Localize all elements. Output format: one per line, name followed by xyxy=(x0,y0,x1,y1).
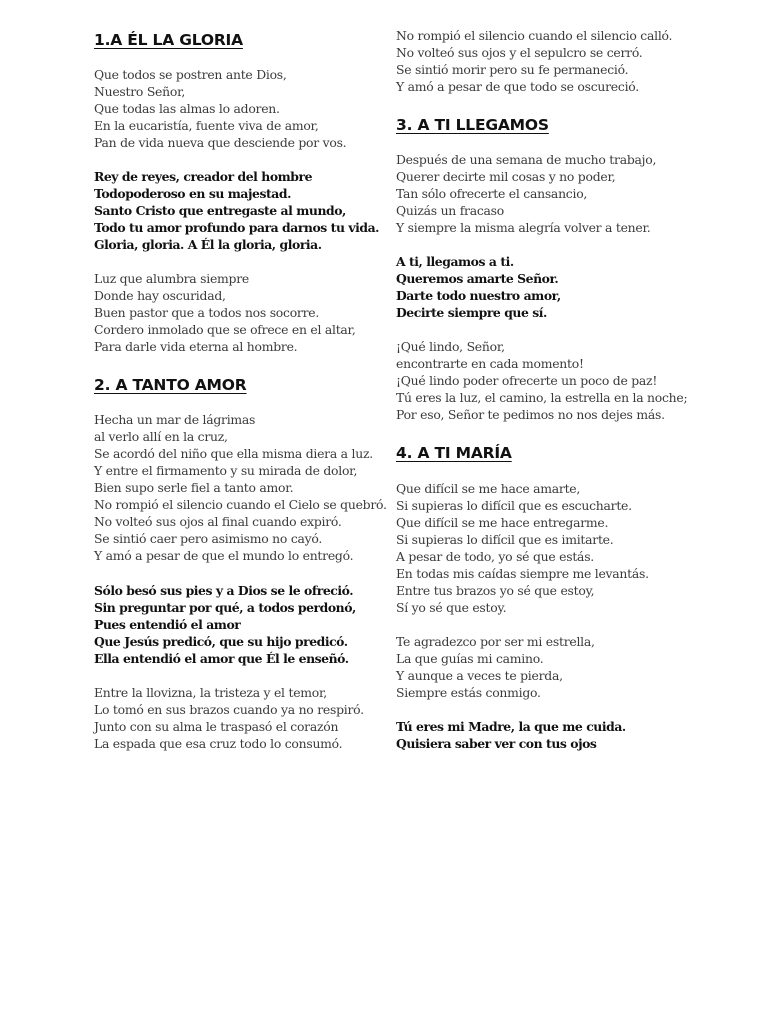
lyric-line: Que todos se postren ante Dios, xyxy=(94,67,287,82)
lyric-line: Nuestro Señor, xyxy=(94,84,186,99)
lyric-line: Gloria, gloria. A Él la gloria, gloria. xyxy=(94,237,322,252)
lyric-line: Y entre el firmamento y su mirada de dolor, xyxy=(94,463,358,478)
chorus-stanza xyxy=(396,718,696,752)
chorus-stanza xyxy=(94,168,390,253)
lyric-line: Tan sólo ofrecerte el cansancio, xyxy=(396,186,588,201)
lyric-line: Tú eres la luz, el camino, la estrella en la noche; xyxy=(396,390,688,405)
lyric-line: En todas mis caídas siempre me levantás. xyxy=(396,566,649,581)
lyric-line: Pues entendió el amor xyxy=(94,617,241,632)
lyric-line: Rey de reyes, creador del hombre xyxy=(94,169,313,184)
lyric-line: ¡Qué lindo, Señor, xyxy=(396,339,505,354)
lyric-line: Buen pastor que a todos nos socorre. xyxy=(94,305,320,320)
lyric-line: Junto con su alma le traspasó el corazón xyxy=(94,719,339,734)
lyric-line: Se sintió caer pero asimismo no cayó. xyxy=(94,531,323,546)
lyric-line: No rompió el silencio cuando el Cielo se quebró. xyxy=(94,497,387,512)
lyric-line: No volteó sus ojos y el sepulcro se cerró. xyxy=(396,45,643,60)
lyric-line: Después de una semana de mucho trabajo, xyxy=(396,152,657,167)
lyric-line: ¡Qué lindo poder ofrecerte un poco de paz! xyxy=(396,373,658,388)
lyric-line: Entre tus brazos yo sé que estoy, xyxy=(396,583,595,598)
lyric-line: Para darle vida eterna al hombre. xyxy=(94,339,298,354)
lyric-line: Y aunque a veces te pierda, xyxy=(396,668,563,683)
verse-stanza xyxy=(94,411,390,564)
lyric-line: Ella entendió el amor que Él le enseñó. xyxy=(94,651,349,666)
lyric-line: Hecha un mar de lágrimas xyxy=(94,412,256,427)
song-title-1-a-el-la-gloria: 1.A ÉL LA GLORIA xyxy=(94,31,243,49)
chorus-stanza xyxy=(396,253,696,321)
lyric-line: A pesar de todo, yo sé que estás. xyxy=(396,549,594,564)
lyric-line: Si supieras lo difícil que es escucharte. xyxy=(396,498,632,513)
lyric-line: Pan de vida nueva que desciende por vos. xyxy=(94,135,347,150)
chorus-stanza xyxy=(94,582,390,667)
lyric-line: Cordero inmolado que se ofrece en el altar, xyxy=(94,322,356,337)
song-title-2-a-tanto-amor: 2. A TANTO AMOR xyxy=(94,376,247,394)
lyric-line: Que difícil se me hace entregarme. xyxy=(396,515,609,530)
lyric-line: No volteó sus ojos al final cuando expiró. xyxy=(94,514,342,529)
verse-stanza xyxy=(396,480,696,616)
lyric-line: Sí yo sé que estoy. xyxy=(396,600,507,615)
lyric-line: Que difícil se me hace amarte, xyxy=(396,481,581,496)
lyric-line: al verlo allí en la cruz, xyxy=(94,429,228,444)
lyric-line: Santo Cristo que entregaste al mundo, xyxy=(94,203,346,218)
lyric-line: A ti, llegamos a ti. xyxy=(396,254,514,269)
lyric-line: Que Jesús predicó, que su hijo predicó. xyxy=(94,634,348,649)
verse-stanza xyxy=(396,27,696,95)
lyric-line: Se acordó del niño que ella misma diera a luz. xyxy=(94,446,373,461)
lyric-line: Queremos amarte Señor. xyxy=(396,271,559,286)
lyric-line: Luz que alumbra siempre xyxy=(94,271,249,286)
song-title-3-a-ti-llegamos: 3. A TI LLEGAMOS xyxy=(396,116,549,134)
lyric-line: La que guías mi camino. xyxy=(396,651,544,666)
lyric-line: Y amó a pesar de que el mundo lo entregó. xyxy=(94,548,354,563)
lyric-line: Tú eres mi Madre, la que me cuida. xyxy=(396,719,626,734)
lyric-line: Se sintió morir pero su fe permaneció. xyxy=(396,62,629,77)
lyric-line: No rompió el silencio cuando el silencio calló. xyxy=(396,28,673,43)
lyric-line: Y siempre la misma alegría volver a tener. xyxy=(396,220,651,235)
verse-stanza xyxy=(94,684,390,752)
lyric-line: Sin preguntar por qué, a todos perdonó, xyxy=(94,600,356,615)
verse-stanza xyxy=(94,270,390,355)
lyric-line: Lo tomó en sus brazos cuando ya no respiró. xyxy=(94,702,364,717)
lyric-line: Siempre estás conmigo. xyxy=(396,685,541,700)
lyric-line: Te agradezco por ser mi estrella, xyxy=(396,634,595,649)
lyric-line: Quizás un fracaso xyxy=(396,203,505,218)
lyric-line: Querer decirte mil cosas y no poder, xyxy=(396,169,616,184)
song-title-4-a-ti-maria: 4. A TI MARÍA xyxy=(396,444,512,462)
lyric-line: Darte todo nuestro amor, xyxy=(396,288,561,303)
lyric-line: En la eucaristía, fuente viva de amor, xyxy=(94,118,319,133)
lyric-line: Si supieras lo difícil que es imitarte. xyxy=(396,532,614,547)
verse-stanza xyxy=(396,633,696,701)
lyric-line: Decirte siempre que sí. xyxy=(396,305,547,320)
lyric-line: Todo tu amor profundo para darnos tu vida. xyxy=(94,220,380,235)
lyric-line: Sólo besó sus pies y a Dios se le ofreció. xyxy=(94,583,354,598)
verse-stanza xyxy=(94,66,390,151)
verse-stanza xyxy=(396,338,696,423)
lyric-line: Entre la llovizna, la tristeza y el temor, xyxy=(94,685,327,700)
lyric-line: Bien supo serle fiel a tanto amor. xyxy=(94,480,294,495)
lyric-line: La espada que esa cruz todo lo consumó. xyxy=(94,736,343,751)
verse-stanza xyxy=(396,151,696,236)
lyric-line: Todopoderoso en su majestad. xyxy=(94,186,291,201)
lyric-line: Y amó a pesar de que todo se oscureció. xyxy=(396,79,639,94)
lyric-line: encontrarte en cada momento! xyxy=(396,356,584,371)
lyric-line: Por eso, Señor te pedimos no nos dejes más. xyxy=(396,407,665,422)
lyric-line: Donde hay oscuridad, xyxy=(94,288,226,303)
lyric-line: Quisiera saber ver con tus ojos xyxy=(396,736,597,751)
lyric-line: Que todas las almas lo adoren. xyxy=(94,101,280,116)
